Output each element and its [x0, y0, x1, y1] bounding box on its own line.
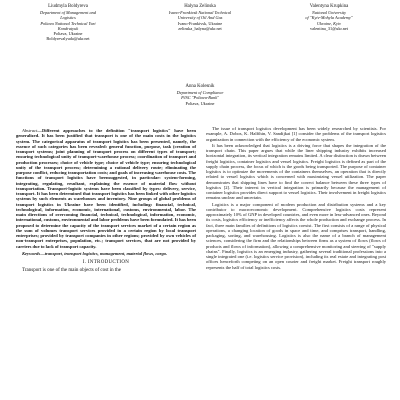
- keywords: [16, 251, 196, 256]
- author-affiliation: of "Kyiv-Mohyla Academy": [305, 15, 353, 21]
- author-email: Boldyrevalyuda@ukr.net: [46, 36, 90, 42]
- author-affiliation: Kondratyuk: [57, 25, 79, 31]
- author-name: Liudmyla Boldyreva: [48, 4, 88, 9]
- author-affiliation: Poltava National Technical Yuri: [40, 20, 96, 26]
- author-2: [140, 4, 260, 31]
- body-paragraph: It has been acknowledged that logistics is a driving force that shapes the integration of the transport chain. This paper argues that while the liner shipping industry exhibits increased horizontal integration, its vertical integration remains limited. A clear distinction is drawn between freight logistics, container logistics and vessel logistics. Freight logistics is defined as part of the supply chain process, the focus of which is the goods being transported. The purpose of container logistics is to optimize the movements of the containers themselves, an operation that is directly related to vessel logistics which is concerned with maximizing vessel utilization. The paper demonstrates that shipping lines have to find the correct balance between these three types of logistics [2]. Their interest in vertical integration is primarily because the management of container logistics provides direct support to vessel logistics. Their involvement in freight logistics remains unclear and uncertain.: [206, 142, 386, 201]
- keywords-text: —transport, transport logistics, management, material flows, cargo.: [40, 250, 168, 256]
- body-paragraph: Logistics is a major component of modern production and distribution systems and a key contributor to macroeconomic development. Comprehensive logistics costs represent approximately 10% of GNP in developed countries, and even more in less-advanced ones. Beyond its costs, logistics efficiency or inefficiency affects the whole production and exchange process. In fact, three main families of definitions of logistics coexist. The first consists of a range of physical operations, a changing location of goods in space and time, and comprises transport, handling, packaging, sorting, and warehousing. Logistics is also the name of a branch of management sciences, considering the firm and the relationships between firms as a system of flows (flows of products and flows of information), allowing a comprehensive monitoring and steering of "supply chains". Finally, logistics is an emerging industry, gathering several traditional professions into a single integrated one (i.e. logistics service provision), including its real estate and integrating post offices henceforth competing on an open courier and freight market. Freight transport roughly represents the half of total logistics costs.: [206, 201, 386, 270]
- section-heading-introduction: I. INTRODUCTION: [82, 260, 130, 265]
- right-column: [206, 126, 386, 271]
- author-name: Anna Kolesnik: [185, 84, 215, 89]
- author-name: Halyna Zelinska: [184, 4, 216, 9]
- author-email: valentina_31@ukr.net: [310, 25, 348, 31]
- author-location: Ukraine, Kyiv: [316, 20, 342, 26]
- abstract-text: —Different approaches to the definition "transport logistics" have been generalized. It has been justified that transport is one of the main costs in the logistics system. The categorical apparatus of transport logistics has been presented, namely, the essence of such categories has been revealed: general function, purpose, task (creation of transport systems; joint planning of transport process on different types of transport; ensuring technological unity of transport-warehouse process; coordination of transport and production processes; choice of vehicle type; choice of vehicle type; ensuring technological unity of the transport process; determining a rational delivery route; eliminating the purpose conflict, reducing transportation costs; and goals of increasing warehouse costs. The functions of transport logistics have beensuggested, in particular: system-forming, integrating, regulating, resultant, explaining the essence of material flow without transportation. Transport-logistic systems have been classified by types: delivery, service, transport. It has been determined that transport logistics has been linked with other logistics systems by such elements as warehouses and inventory. Nine groups of global problems of transport logistics in Ukraine have been identified, including: financial, technical, technological, information, economic, international, customs, environmental, labor. The main directions of overcoming financial, technical, technological, information, economic, international, customs, environmental and labor problems have been formulated. It has been proposed to determine the capacity of the transport services market of a certain region as the sum of volumes transport services provided in a certain region by local transport enterprises; provided by transport companies in other regions; provided by own vehicles of non-transport enterprises, population, etc.; transport services, that are not provided by carriers due to lack of transport capacity.: [16, 128, 196, 249]
- author-affiliation: University of Oil And Gas: [177, 15, 223, 21]
- author-location: Poltava, Ukraine: [185, 100, 215, 106]
- left-column: [16, 128, 196, 274]
- introduction-text: Transport is one of the main objects of cost in the: [22, 268, 121, 274]
- body-paragraph: The issue of transport logistics development has been widely researched by scientists. For example, A. Dobos, K. Halfthin, V. Sandijkai [1] consider the problems of the transport logistics organization in connection with the efficiency of the economic system.: [206, 126, 386, 142]
- abstract: [16, 128, 196, 249]
- author-1: [12, 4, 124, 42]
- author-affiliation: PJSC "Poltava-Bank": [181, 95, 219, 101]
- author-location: Ivano-Frankivsk, Ukraine: [177, 20, 223, 26]
- author-affiliation: Ivano-Frankivsk National Technical: [168, 10, 232, 15]
- author-name: Valentyna Krupkina: [309, 4, 349, 9]
- author-location: Poltava, Ukraine: [53, 31, 83, 37]
- abstract-label: Abstract: [22, 128, 38, 133]
- keywords-label: Keywords: [22, 250, 41, 256]
- author-affiliation: National University: [311, 10, 346, 15]
- author-3: [270, 4, 388, 31]
- author-affiliation: Department of Compliance: [176, 90, 224, 95]
- author-affiliation: Logistics: [60, 15, 76, 21]
- author-4: [140, 84, 260, 106]
- author-affiliation: Department of Management and: [40, 10, 96, 15]
- author-email: zelinska_halyna@ukr.net: [178, 25, 222, 31]
